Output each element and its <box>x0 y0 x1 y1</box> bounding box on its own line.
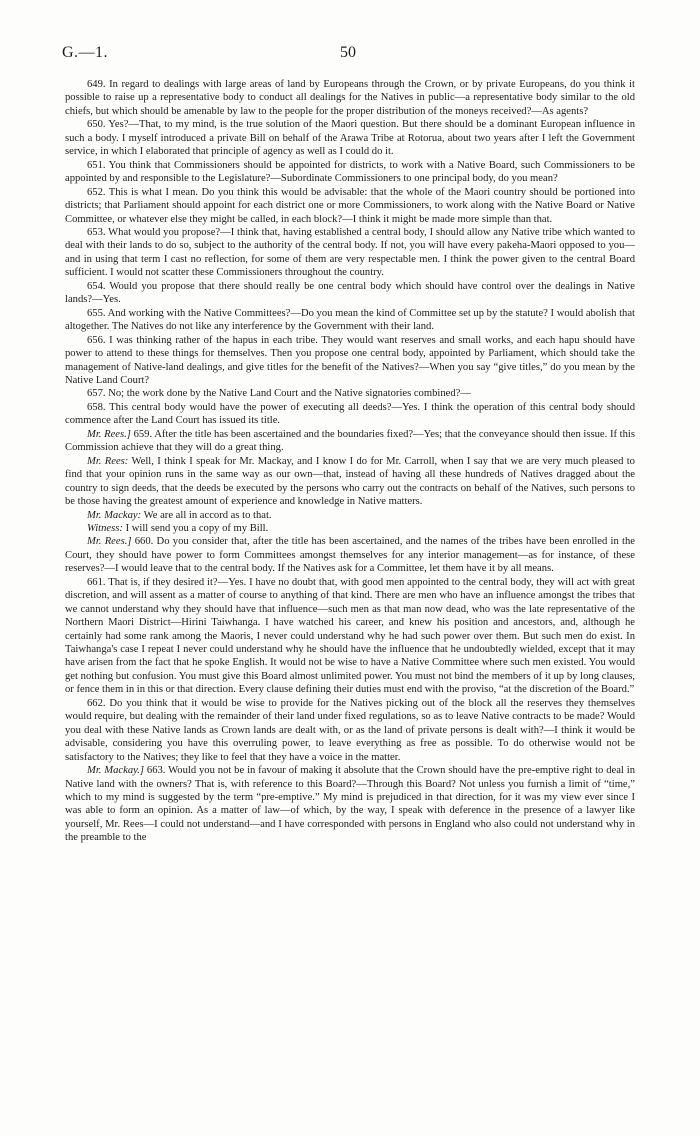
paragraph <box>65 334 635 388</box>
paragraph-text: Well, I think I speak for Mr. Mackay, and I know I do for Mr. Carroll, when I say that we are very much pleased to find that your opinion runs in the same way as our own—that, instead of having all these hundreds of Natives dragged about the country to sign deeds, that the deeds be executed by the persons who carry out the contracts on behalf of the Natives, such persons to be those having the greatest amount of experience and knowledge in Native matters. <box>65 455 635 508</box>
paragraph <box>65 159 635 186</box>
paragraph-text: 656. I was thinking rather of the hapus in each tribe. They would want reserves and small works, and each hapu should have power to attend to these things for themselves. Then you propose one central body, appointed by Parliament, which should take the management of Native-land dealings, and give titles for the benefit of the Natives?—When you say “give titles,” do you mean by the Native Land Court? <box>65 334 635 386</box>
paragraph-text: 658. This central body would have the power of executing all deeds?—Yes. I think the operation of this central body should commence after the Land Court has issued its title. <box>65 401 635 427</box>
speaker-label: Mr. Mackay: <box>87 509 142 521</box>
speaker-label: Mr. Rees.] <box>87 428 131 440</box>
speaker-label: Mr. Mackay.] <box>87 765 145 777</box>
page-number: 50 <box>340 44 356 61</box>
paragraph <box>65 522 635 535</box>
paragraph <box>65 455 635 509</box>
paragraph-text: 655. And working with the Native Committees?—Do you mean the kind of Committee set up by the statute? I would abolish that altogether. The Natives do not like any interference by the Government with their land. <box>65 307 635 333</box>
paragraph-text: 653. What would you propose?—I think that, having established a central body, I should allow any Native tribe which wanted to deal with their lands to do so, subject to the authority of the central body. If not, you will have every pakeha-Maori opposed to you—and in using that term I cast no reflection, for some of them are very respectable men. I think the power given to the central Board sufficient. I would not scatter these Commissioners throughout the country. <box>65 226 635 279</box>
paragraph-text: 659. After the title has been ascertained and the boundaries fixed?—Yes; that the conveyance should then issue. If this Commission achieve that they will do a great thing. <box>65 428 635 454</box>
paragraph <box>65 280 635 307</box>
paragraph-text: 651. You think that Commissioners should be appointed for districts, to work with a Native Board, such Commissioners to be appointed by and responsible to the Legislature?—Subordinate Commissioners to one principal body, do you mean? <box>65 159 635 185</box>
paragraph <box>65 697 635 764</box>
paragraph <box>65 186 635 226</box>
paragraph-text: 660. Do you consider that, after the title has been ascertained, and the names of the tribes have been enrolled in the Court, they should have power to form Committees amongst themselves for any interior management—as for instance, of these reserves?—I would leave that to the central body. If the Natives ask for a Committee, let them have it by all means. <box>65 536 635 575</box>
paragraph-text: 661. That is, if they desired it?—Yes. I have no doubt that, with good men appointed to the central body, they will act with great discretion, and will assent as a matter of course to anything of that kind. There are men who have an influence amongst the tribes that we cannot understand why they should have that influence—such men as that man now dead, who was the late representative of the Northern Maori District—Hirini Taiwhanga. I have watched his career, and knew his position and ancestors, and, although he certainly had some rank among the Maoris, I never could understand why he had such power over them. But such men do exist. In Taiwhanga's case I repeat I never could understand why he should have the influence that he undoubtedly wielded, except that it may have arisen from the fact that he spoke English. It would not be wise to have a Native Committee where such men existed. You would get nothing but confusion. You must give this Board almost unlimited power. You must not bind the members of it up by long clauses, or fence them in in this or that direction. Every clause defining their duties must end with the proviso, “at the discretion of the Board.” <box>65 576 635 696</box>
paragraph <box>65 764 635 845</box>
paragraph-text: 662. Do you think that it would be wise to provide for the Natives picking out of the block all the reserves they themselves would require, but dealing with the remainder of their land under fixed regulations, so as to leave Native contracts to be made? Would you deal with these Native lands as Crown lands are dealt with, or as the land of private persons is dealt with?—I think it would be advisable, considering you have this overruling power, to leave everything as free as possible. To do otherwise would not be satisfactory to the Natives; they like to feel that they have a voice in the matter. <box>65 697 635 763</box>
paragraph-text: 663. Would you not be in favour of making it absolute that the Crown should have the pre-emptive right to deal in Native land with the owners? That is, with reference to this Board?—Through this Board? Not unless you furnish a limit of “time,” which to my mind is suggested by the term “pre-emptive.” My mind is prejudiced in that direction, for it was my view ever since I was able to form an opinion. As a matter of law—of which, by the way, I speak with deference in the presence of a lawyer like yourself, Mr. Rees—I could not understand—and I have corresponded with persons in England who also could not understand why in the preamble to the <box>65 765 635 844</box>
paragraph-text: 649. In regard to dealings with large areas of land by Europeans through the Crown, or by private Europeans, do you think it possible to raise up a representative body to conduct all dealings for the Natives in public—a representative body similar to the old chiefs, but which should be amenable by law to the people for the proper distribution of the moneys received?—As agents? <box>65 79 635 117</box>
document-body <box>65 78 635 845</box>
paragraph <box>65 401 635 428</box>
parliamentary-paper-reference: G.—1. <box>62 44 109 61</box>
speaker-label: Witness: <box>87 522 123 534</box>
paragraph <box>65 535 635 575</box>
speaker-label: Mr. Rees.] <box>87 536 132 548</box>
paragraph-text: 652. This is what I mean. Do you think this would be advisable: that the whole of the Maori country should be portioned into districts; that Parliament should appoint for each district one or more Commissioners, to work along with the Native Board or Native Committee, or whatever else they might be called, in each block?—I think it might be made more simple than that. <box>65 186 635 225</box>
paragraph-text: I will send you a copy of my Bill. <box>125 522 269 534</box>
paragraph <box>65 118 635 158</box>
paragraph <box>65 428 635 455</box>
paragraph <box>65 576 635 697</box>
paragraph-text: 657. No; the work done by the Native Land Court and the Native signatories combined?— <box>87 388 471 400</box>
paragraph <box>65 307 635 334</box>
speaker-label: Mr. Rees: <box>87 455 129 467</box>
paragraph <box>65 509 635 522</box>
paragraph-text: 654. Would you propose that there should really be one central body which should have control over the dealings in Native lands?—Yes. <box>65 280 635 306</box>
paragraph <box>65 78 635 118</box>
page-header <box>62 44 634 64</box>
paragraph <box>65 387 635 400</box>
paragraph <box>65 226 635 280</box>
paragraph-text: 650. Yes?—That, to my mind, is the true solution of the Maori question. But there should be a dominant European influence in such a body. I myself introduced a private Bill on behalf of the Arawa Tribe at Rotorua, about two years after I left the Government service, in which I elaborated that principle of agency as well as I could do it. <box>65 119 635 158</box>
paragraph-text: We are all in accord as to that. <box>143 509 272 521</box>
